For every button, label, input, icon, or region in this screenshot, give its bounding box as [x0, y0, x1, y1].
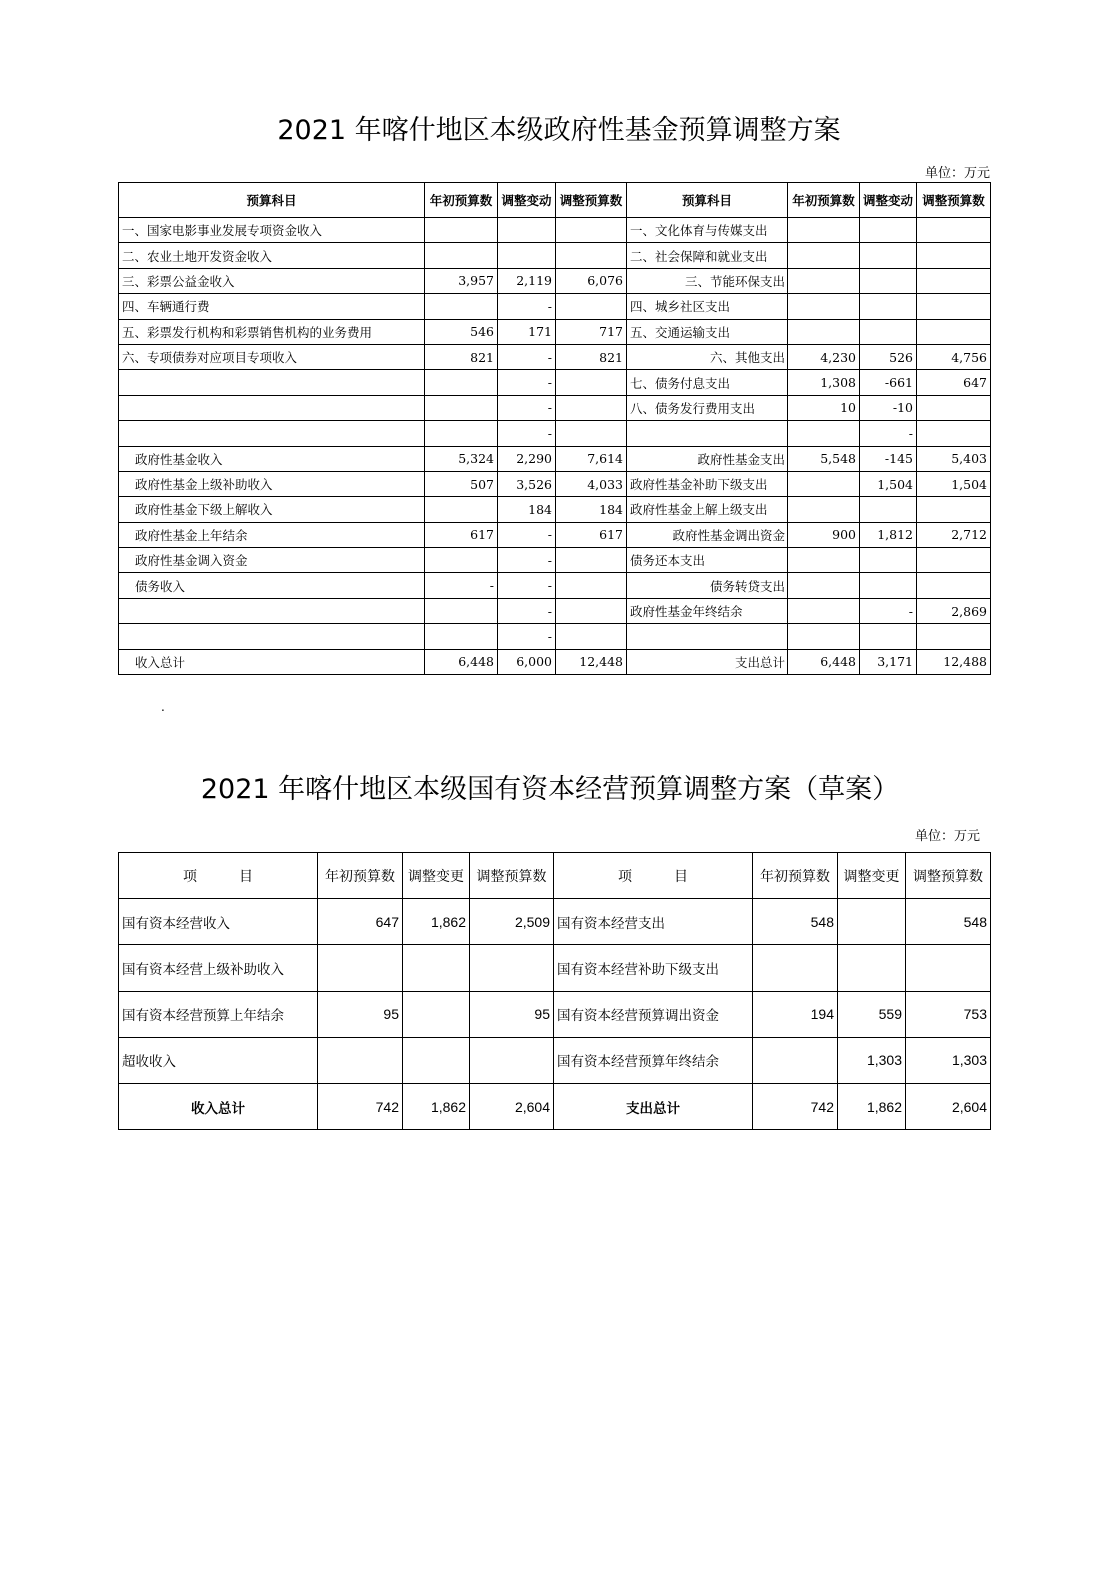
budget-item-cell: 四、车辆通行费 [119, 294, 425, 319]
amount-cell: - [498, 344, 556, 369]
amount-cell: 647 [917, 370, 991, 395]
amount-cell: - [498, 370, 556, 395]
budget-item-cell: 国有资本经营预算上年结余 [119, 991, 318, 1037]
budget-item-cell: 超收收入 [119, 1037, 318, 1083]
budget-item-cell: 国有资本经营预算调出资金 [554, 991, 753, 1037]
amount-cell: 2,119 [498, 268, 556, 293]
header-cell: 年初预算数 [318, 853, 403, 899]
amount-cell [425, 548, 498, 573]
budget-item-cell [627, 421, 788, 446]
table-row [119, 945, 991, 991]
table-row [119, 522, 991, 547]
amount-cell [556, 395, 627, 420]
table-row [119, 624, 991, 649]
amount-cell: 3,957 [425, 268, 498, 293]
amount-cell [556, 624, 627, 649]
amount-cell [860, 268, 917, 293]
table-row [119, 218, 991, 243]
amount-cell [556, 218, 627, 243]
budget-item-cell: 收入总计 [119, 649, 425, 674]
budget-item-cell: 国有资本经营补助下级支出 [554, 945, 753, 991]
amount-cell: 12,488 [917, 649, 991, 674]
budget-item-cell: 债务转贷支出 [627, 573, 788, 598]
budget-item-cell: 六、其他支出 [627, 344, 788, 369]
amount-cell: 171 [498, 319, 556, 344]
amount-cell [403, 1037, 470, 1083]
amount-cell: 1,504 [860, 471, 917, 496]
table-row [119, 319, 991, 344]
amount-cell: 4,230 [788, 344, 860, 369]
amount-cell [556, 598, 627, 623]
amount-cell: 753 [906, 991, 991, 1037]
table-row [119, 598, 991, 623]
amount-cell [788, 218, 860, 243]
amount-cell [838, 899, 906, 945]
amount-cell [860, 497, 917, 522]
budget-item-cell: 八、债务发行费用支出 [627, 395, 788, 420]
amount-cell [556, 370, 627, 395]
amount-cell: -145 [860, 446, 917, 471]
header-cell: 调整预算数 [470, 853, 554, 899]
table-row [119, 446, 991, 471]
amount-cell: 647 [318, 899, 403, 945]
amount-cell: 742 [318, 1083, 403, 1129]
amount-cell: 526 [860, 344, 917, 369]
amount-cell [318, 945, 403, 991]
budget-item-cell [119, 395, 425, 420]
header-cell: 调整变更 [403, 853, 470, 899]
amount-cell [788, 294, 860, 319]
fund-budget-table [118, 182, 991, 675]
amount-cell: - [860, 598, 917, 623]
table-row [119, 548, 991, 573]
amount-cell: -661 [860, 370, 917, 395]
amount-cell [788, 497, 860, 522]
amount-cell [753, 1037, 838, 1083]
table-row [119, 573, 991, 598]
amount-cell [860, 218, 917, 243]
amount-cell [425, 218, 498, 243]
budget-item-cell: 六、专项债券对应项目专项收入 [119, 344, 425, 369]
amount-cell: 12,448 [556, 649, 627, 674]
amount-cell [838, 945, 906, 991]
amount-cell: 2,604 [906, 1083, 991, 1129]
amount-cell [425, 370, 498, 395]
amount-cell [556, 294, 627, 319]
amount-cell [788, 624, 860, 649]
amount-cell: 10 [788, 395, 860, 420]
amount-cell: 7,614 [556, 446, 627, 471]
header-cell: 预算科目 [627, 183, 788, 218]
amount-cell [318, 1037, 403, 1083]
table-row [119, 395, 991, 420]
budget-item-cell: 支出总计 [627, 649, 788, 674]
budget-item-cell: 二、社会保障和就业支出 [627, 243, 788, 268]
budget-item-cell: 收入总计 [119, 1083, 318, 1129]
amount-cell: 2,509 [470, 899, 554, 945]
amount-cell [788, 319, 860, 344]
budget-item-cell: 三、节能环保支出 [627, 268, 788, 293]
header-cell: 调整预算数 [556, 183, 627, 218]
amount-cell [917, 395, 991, 420]
header-cell: 调整预算数 [917, 183, 991, 218]
budget-item-cell: 国有资本经营预算年终结余 [554, 1037, 753, 1083]
budget-item-cell: 国有资本经营收入 [119, 899, 318, 945]
amount-cell: - [498, 421, 556, 446]
amount-cell [788, 548, 860, 573]
header-cell: 项 目 [554, 853, 753, 899]
table-row [119, 344, 991, 369]
budget-item-cell: 政府性基金上年结余 [119, 522, 425, 547]
amount-cell [860, 624, 917, 649]
amount-cell [470, 945, 554, 991]
header-cell: 年初预算数 [425, 183, 498, 218]
amount-cell: 717 [556, 319, 627, 344]
amount-cell: 1,812 [860, 522, 917, 547]
budget-item-cell: 债务还本支出 [627, 548, 788, 573]
budget-item-cell: 政府性基金上解上级支出 [627, 497, 788, 522]
page-title-fund-budget: 2021 年喀什地区本级政府性基金预算调整方案 [277, 115, 841, 146]
amount-cell [860, 294, 917, 319]
table-row [119, 421, 991, 446]
amount-cell: - [498, 548, 556, 573]
amount-cell [860, 319, 917, 344]
amount-cell [788, 471, 860, 496]
amount-cell [917, 548, 991, 573]
amount-cell: - [498, 522, 556, 547]
header-cell: 调整变动 [860, 183, 917, 218]
budget-item-cell: 政府性基金下级上解收入 [119, 497, 425, 522]
amount-cell [425, 497, 498, 522]
amount-cell: 5,403 [917, 446, 991, 471]
amount-cell [788, 421, 860, 446]
amount-cell [425, 395, 498, 420]
amount-cell [906, 945, 991, 991]
budget-item-cell: 政府性基金年终结余 [627, 598, 788, 623]
amount-cell: 1,308 [788, 370, 860, 395]
amount-cell [498, 243, 556, 268]
budget-item-cell [119, 598, 425, 623]
amount-cell [917, 218, 991, 243]
amount-cell [470, 1037, 554, 1083]
amount-cell [425, 624, 498, 649]
budget-item-cell: 一、文化体育与传媒支出 [627, 218, 788, 243]
amount-cell: 6,448 [788, 649, 860, 674]
amount-cell: 2,869 [917, 598, 991, 623]
amount-cell [425, 421, 498, 446]
amount-cell [917, 268, 991, 293]
amount-cell: - [498, 294, 556, 319]
amount-cell: 1,303 [906, 1037, 991, 1083]
amount-cell: 2,290 [498, 446, 556, 471]
amount-cell: 559 [838, 991, 906, 1037]
table-row [119, 1083, 991, 1129]
amount-cell [788, 268, 860, 293]
state-capital-budget-table [118, 852, 991, 1130]
amount-cell [788, 598, 860, 623]
amount-cell: - [498, 598, 556, 623]
amount-cell: 821 [556, 344, 627, 369]
amount-cell [788, 573, 860, 598]
amount-cell [556, 573, 627, 598]
budget-item-cell: 国有资本经营上级补助收入 [119, 945, 318, 991]
amount-cell [917, 421, 991, 446]
amount-cell [917, 573, 991, 598]
budget-item-cell: 国有资本经营支出 [554, 899, 753, 945]
amount-cell: 2,604 [470, 1083, 554, 1129]
table-row [119, 471, 991, 496]
amount-cell: 2,712 [917, 522, 991, 547]
amount-cell: 6,076 [556, 268, 627, 293]
amount-cell: 95 [318, 991, 403, 1037]
amount-cell: 548 [906, 899, 991, 945]
budget-item-cell: 政府性基金支出 [627, 446, 788, 471]
amount-cell [556, 421, 627, 446]
budget-item-cell: 政府性基金调入资金 [119, 548, 425, 573]
amount-cell [788, 243, 860, 268]
amount-cell: 1,862 [838, 1083, 906, 1129]
header-cell: 年初预算数 [753, 853, 838, 899]
amount-cell: 3,171 [860, 649, 917, 674]
amount-cell: 900 [788, 522, 860, 547]
amount-cell: 821 [425, 344, 498, 369]
table-header-row [119, 853, 991, 899]
amount-cell [917, 294, 991, 319]
amount-cell [425, 243, 498, 268]
amount-cell: -10 [860, 395, 917, 420]
amount-cell: 617 [425, 522, 498, 547]
budget-item-cell: 四、城乡社区支出 [627, 294, 788, 319]
table-row [119, 991, 991, 1037]
amount-cell: - [425, 573, 498, 598]
unit-label: 单位：万元 [924, 166, 990, 181]
amount-cell: 6,448 [425, 649, 498, 674]
amount-cell [917, 497, 991, 522]
amount-cell: 1,862 [403, 899, 470, 945]
amount-cell: 5,548 [788, 446, 860, 471]
amount-cell: 184 [498, 497, 556, 522]
amount-cell: - [498, 624, 556, 649]
amount-cell [556, 243, 627, 268]
header-cell: 调整变动 [498, 183, 556, 218]
amount-cell [917, 319, 991, 344]
table-header-row [119, 183, 991, 218]
budget-item-cell: 七、债务付息支出 [627, 370, 788, 395]
amount-cell [917, 624, 991, 649]
amount-cell [860, 548, 917, 573]
budget-item-cell: 支出总计 [554, 1083, 753, 1129]
budget-item-cell [119, 624, 425, 649]
amount-cell: 1,303 [838, 1037, 906, 1083]
table-row [119, 268, 991, 293]
header-cell: 项 目 [119, 853, 318, 899]
amount-cell: 194 [753, 991, 838, 1037]
amount-cell: - [498, 573, 556, 598]
amount-cell [425, 598, 498, 623]
table-row [119, 243, 991, 268]
amount-cell [403, 945, 470, 991]
amount-cell: 546 [425, 319, 498, 344]
budget-item-cell: 一、国家电影事业发展专项资金收入 [119, 218, 425, 243]
header-cell: 调整预算数 [906, 853, 991, 899]
budget-item-cell: 政府性基金补助下级支出 [627, 471, 788, 496]
budget-item-cell: 五、彩票发行机构和彩票销售机构的业务费用 [119, 319, 425, 344]
amount-cell [425, 294, 498, 319]
budget-item-cell: 政府性基金收入 [119, 446, 425, 471]
header-cell: 年初预算数 [788, 183, 860, 218]
amount-cell [403, 991, 470, 1037]
page-title-state-capital-budget: 2021 年喀什地区本级国有资本经营预算调整方案（草案） [200, 774, 900, 805]
table-row [119, 370, 991, 395]
amount-cell: 617 [556, 522, 627, 547]
unit-label: 单位：万元 [914, 829, 980, 844]
amount-cell: 742 [753, 1083, 838, 1129]
budget-item-cell [119, 421, 425, 446]
amount-cell [860, 243, 917, 268]
budget-item-cell: 五、交通运输支出 [627, 319, 788, 344]
amount-cell [498, 218, 556, 243]
budget-item-cell: 政府性基金调出资金 [627, 522, 788, 547]
table-row [119, 497, 991, 522]
amount-cell: 3,526 [498, 471, 556, 496]
budget-item-cell: 政府性基金上级补助收入 [119, 471, 425, 496]
amount-cell [917, 243, 991, 268]
amount-cell: 5,324 [425, 446, 498, 471]
amount-cell: - [498, 395, 556, 420]
table-row [119, 294, 991, 319]
amount-cell: 1,862 [403, 1083, 470, 1129]
amount-cell: - [860, 421, 917, 446]
table-row [119, 899, 991, 945]
table-row [119, 1037, 991, 1083]
separator-dot: . [161, 700, 165, 714]
header-cell: 调整变更 [838, 853, 906, 899]
amount-cell [860, 573, 917, 598]
amount-cell: 548 [753, 899, 838, 945]
amount-cell: 4,756 [917, 344, 991, 369]
budget-item-cell: 二、农业土地开发资金收入 [119, 243, 425, 268]
amount-cell [556, 548, 627, 573]
table-row [119, 649, 991, 674]
amount-cell: 95 [470, 991, 554, 1037]
budget-item-cell: 三、彩票公益金收入 [119, 268, 425, 293]
budget-item-cell [119, 370, 425, 395]
amount-cell: 1,504 [917, 471, 991, 496]
amount-cell: 6,000 [498, 649, 556, 674]
amount-cell [753, 945, 838, 991]
budget-item-cell [627, 624, 788, 649]
amount-cell: 184 [556, 497, 627, 522]
header-cell: 预算科目 [119, 183, 425, 218]
budget-item-cell: 债务收入 [119, 573, 425, 598]
amount-cell: 4,033 [556, 471, 627, 496]
amount-cell: 507 [425, 471, 498, 496]
